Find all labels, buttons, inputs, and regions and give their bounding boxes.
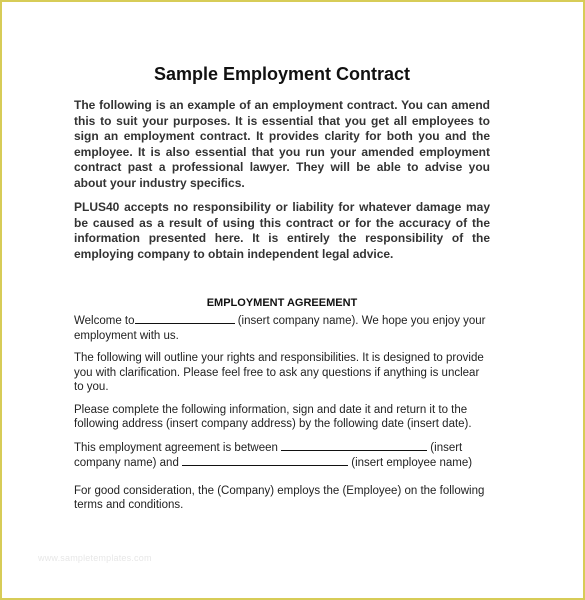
watermark: www.sampletemplates.com [38, 553, 152, 563]
agreement-heading: EMPLOYMENT AGREEMENT [206, 297, 358, 309]
company-name-blank[interactable] [135, 313, 235, 324]
employee-name-blank[interactable] [182, 455, 348, 466]
contract-page [74, 60, 490, 521]
outline-paragraph: The following will outline your rights and responsibilities. It is designed to provide you with clarification. Please feel free to ask any questions if anything is unclear to you. [74, 352, 484, 393]
parties-prefix: This employment agreement is between [74, 441, 282, 454]
intro-paragraph: The following is an example of an employment contract. You can amend this to suit your purposes. It is essential that you get all employees to sign an employment contract. It provides clarity for both you and the employee. It is also essential that you run your amended employment contract past a professional lawyer. They will be able to advise you about your industry specifics. [74, 98, 490, 190]
intro-section [74, 98, 490, 262]
disclaimer-paragraph: PLUS40 accepts no responsibility or liability for whatever damage may be caused as a result of using this contract or for the accuracy of the information presented here. It is entirely the responsibility of the employing company to obtain independent legal advice. [74, 200, 490, 261]
welcome-suffix: (insert company name). We hope you enjoy your employment with us. [74, 315, 486, 342]
parties-suffix: (insert employee name) [348, 457, 473, 469]
welcome-paragraph [74, 313, 490, 343]
company-name-blank-2[interactable] [281, 440, 427, 451]
closing-paragraph: For good consideration, the (Company) employs the (Employee) on the following terms and conditions. [74, 484, 485, 511]
welcome-prefix: Welcome to [74, 315, 135, 327]
employment-agreement-section [74, 295, 490, 513]
parties-paragraph [74, 440, 490, 471]
document-title: Sample Employment Contract [153, 64, 411, 84]
complete-paragraph: Please complete the following information, sign and date it and return it to the following address (insert company address) by the following date (insert date). [74, 403, 472, 430]
parties-middle: (insert company name) and [74, 441, 463, 469]
